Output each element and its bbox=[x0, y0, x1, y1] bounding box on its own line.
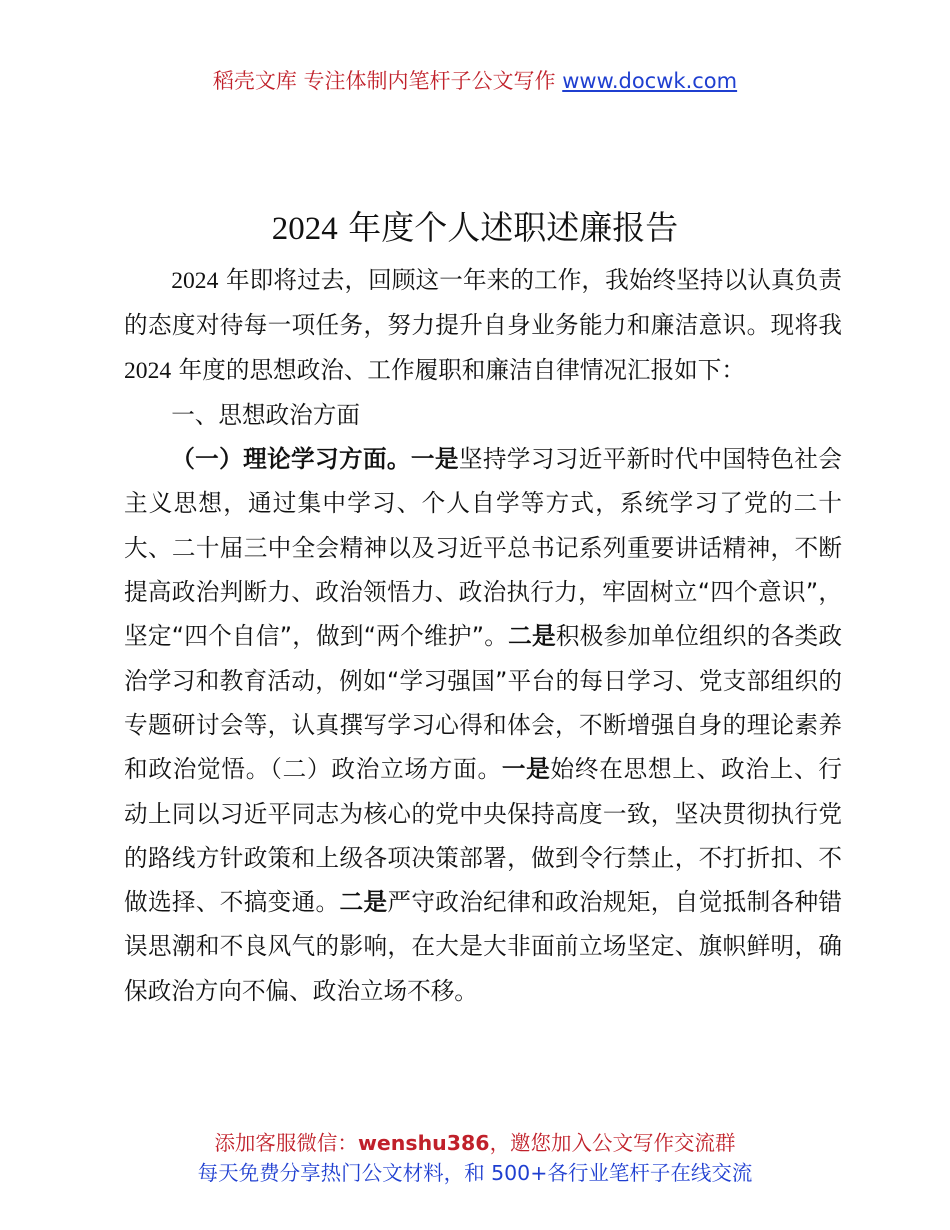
intro-paragraph bbox=[124, 258, 842, 393]
intro-text-b: 年度的思想政治、工作履职和廉洁自律情况汇报如下： bbox=[171, 355, 745, 384]
document-body bbox=[124, 258, 842, 1013]
intro-text-a: 年即将过去，回顾这一年来的工作，我始终坚持以认真负责的态度对待每一项任务，努力提升自身业务能力和廉洁意识。现将我 bbox=[124, 266, 842, 340]
site-link[interactable]: www.docwk.com bbox=[562, 69, 738, 93]
bold-marker-4: 二是 bbox=[339, 888, 388, 917]
para-text-3: 始终在思想上、政治上、行动上同以习近平同志为核心的党中央保持高度一致，坚决贯彻执行党的路线方针政策和上级各项决策部署，做到令行禁止，不打折扣、不做选择、不搞变通。 bbox=[124, 755, 843, 917]
footer-suffix: ，邀您加入公文写作交流群 bbox=[489, 1131, 736, 1155]
para-text-2: 积极参加单位组织的各类政治学习和教育活动，例如“学习强国”平台的每日学习、党支部组织的专题研讨会等，认真撰写学习心得和体会，不断增强自身的理论素养和政治觉悟。（二）政治立场方面。 bbox=[124, 622, 842, 784]
watermark-header bbox=[0, 66, 950, 96]
bold-marker-2: 二是 bbox=[508, 622, 556, 651]
section-heading: 一、思想政治方面 bbox=[171, 400, 360, 429]
intro-year: 2024 bbox=[171, 268, 219, 294]
lead-bold: （一）理论学习方面。一是 bbox=[171, 445, 459, 474]
wechat-id: wenshu386 bbox=[357, 1131, 490, 1155]
theory-paragraph bbox=[124, 437, 842, 1013]
title-text: 年度个人述职述廉报告 bbox=[337, 208, 679, 247]
para-text-1: 坚持学习习近平新时代中国特色社会主义思想，通过集中学习、个人自学等方式，系统学习了党的二十大、二十届三中全会精神以及习近平总书记系列重要讲话精神，不断提高政治判断力、政治领悟力、政治执行力，牢固树立“四个意识”，坚定“四个自信”，做到“两个维护”。 bbox=[124, 445, 843, 651]
footer-line-1 bbox=[0, 1128, 950, 1158]
footer-prefix: 添加客服微信： bbox=[214, 1131, 358, 1155]
para-text-4: 严守政治纪律和政治规矩，自觉抵制各种错误思潮和不良风气的影响，在大是大非面前立场坚定、旗帜鲜明，确保政治方向不偏、政治立场不移。 bbox=[124, 888, 843, 1005]
page-title bbox=[0, 206, 950, 251]
title-year: 2024 bbox=[271, 211, 338, 247]
footer-line-2: 每天免费分享热门公文材料，和 500+各行业笔杆子在线交流 bbox=[197, 1161, 753, 1185]
promo-footer bbox=[0, 1128, 950, 1188]
intro-year-2: 2024 bbox=[124, 357, 172, 384]
site-name: 稻壳文库 专注体制内笔杆子公文写作 bbox=[212, 69, 563, 93]
bold-marker-3: 一是 bbox=[501, 755, 551, 784]
